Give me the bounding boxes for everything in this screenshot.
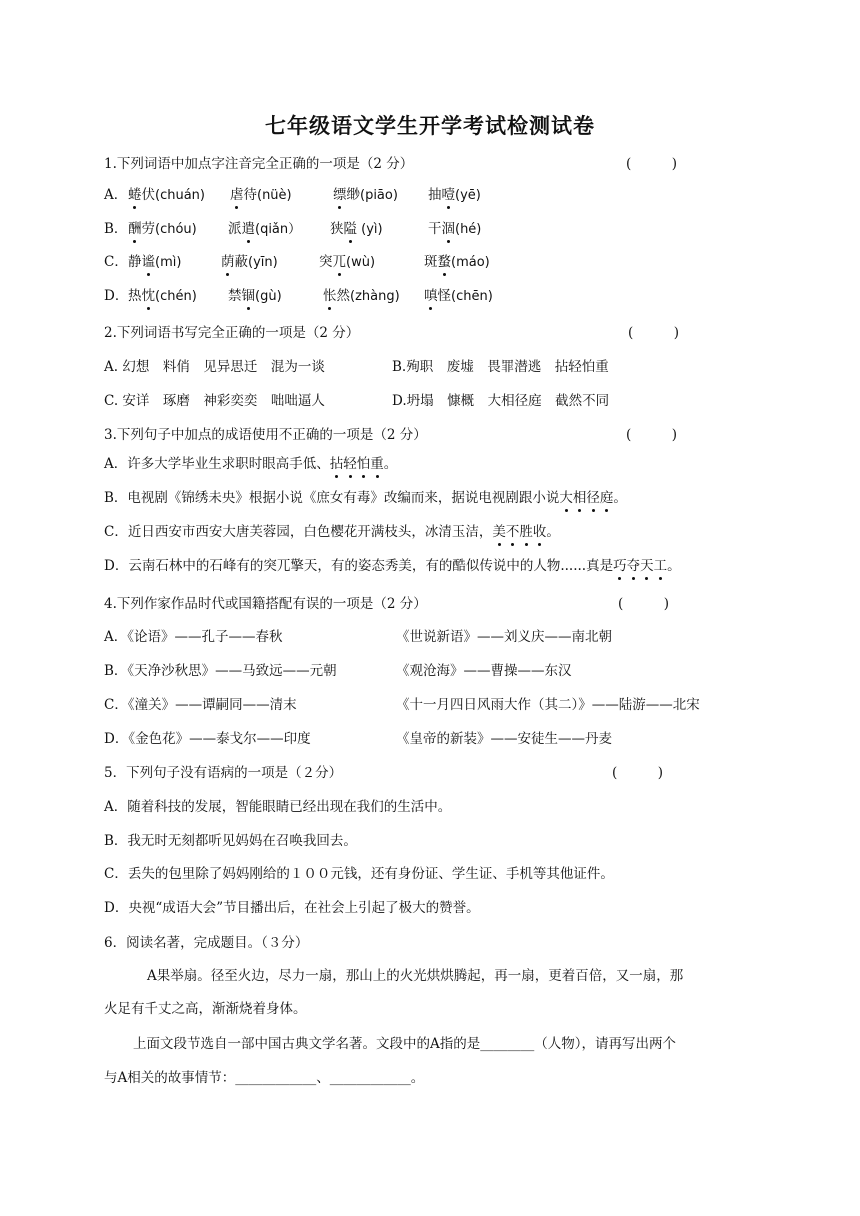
q2-option-c: C. 安详 琢磨 神彩奕奕 咄咄逼人 xyxy=(104,393,325,409)
q1-option-b-label: B． xyxy=(104,221,128,237)
q1-b-item-1: 酬劳(chóu) xyxy=(128,221,197,237)
q1-answer-blank: ( ) xyxy=(626,156,678,172)
q1-b-item-4: 干涸(hé) xyxy=(428,221,482,237)
q1-b-item-3: 狭隘 (yì) xyxy=(330,221,383,237)
q3-option-a: A．许多大学毕业生求职时眼高手低、拈轻怕重。 xyxy=(104,456,398,472)
q1-a-item-3: 缥缈(piāo) xyxy=(333,187,398,203)
q2-option-a: A. 幻想 料俏 见异思迁 混为一谈 xyxy=(104,359,325,375)
q4-option-b-left: B．《天净沙秋思》——马致远——元朝 xyxy=(104,663,337,679)
q6-passage-line-1: A果举扇。径至火边，尽力一扇，那山上的火光烘烘腾起，再一扇，更着百倍，又一扇，那 xyxy=(147,968,684,984)
q1-d-item-2: 禁锢(gù) xyxy=(228,288,282,304)
q1-a-item-2: 虐待(nüè) xyxy=(230,187,292,203)
q1-c-item-4: 斑蝥(máo) xyxy=(424,254,490,270)
q2-option-b: B.殉职 废墟 畏罪潜逃 拈轻怕重 xyxy=(392,359,609,375)
q3-b-dotted-idiom: 大相径庭 xyxy=(559,490,614,506)
q3-answer-blank: ( ) xyxy=(626,427,678,443)
q3-option-d: D．云南石林中的石峰有的突兀擎天，有的姿态秀美，有的酷似传说中的人物......真是巧夺天工。 xyxy=(104,558,681,574)
q2-option-d: D.坍塌 慷概 大相径庭 截然不同 xyxy=(392,393,610,409)
q3-d-dotted-idiom: 巧夺天工 xyxy=(613,558,668,574)
q4-option-d-left: D．《金色花》——泰戈尔——印度 xyxy=(104,731,311,747)
q3-option-b: B．电视剧《锦绣未央》根据小说《庶女有毒》改编而来，据说电视剧跟小说大相径庭。 xyxy=(104,490,627,506)
q5-stem: 5．下列句子没有语病的一项是（２分） xyxy=(104,765,343,781)
q1-d-item-4: 嗔怪(chēn) xyxy=(424,288,493,304)
q1-a-item-1: 蜷伏(chuán) xyxy=(128,187,205,203)
page-title: 七年级语文学生开学考试检测试卷 xyxy=(265,114,595,138)
q1-d-item-3: 怅然(zhàng) xyxy=(323,288,400,304)
q4-option-a-right: 《世说新语》——刘义庆——南北朝 xyxy=(396,629,612,645)
q1-option-c-label: C． xyxy=(104,254,128,270)
q6-question-line-1: 上面文段节选自一部中国古典文学名著。文段中的A指的是________（人物），请再写出两个 xyxy=(133,1036,676,1052)
q5-option-a: A．随着科技的发展，智能眼睛已经出现在我们的生活中。 xyxy=(104,799,452,815)
q2-answer-blank: ( ) xyxy=(628,325,680,341)
q6-stem: 6．阅读名著，完成题目。（３分） xyxy=(104,935,309,951)
q1-d-item-1: 热忱(chén) xyxy=(128,288,197,304)
q3-a-dotted-idiom: 拈轻怕重 xyxy=(329,456,384,472)
q3-c-dotted-idiom: 美不胜收 xyxy=(492,524,547,540)
q2-stem: 2.下列词语书写完全正确的一项是（2 分） xyxy=(104,325,360,341)
q1-a-item-4: 抽噎(yē) xyxy=(428,187,481,203)
q4-option-a-left: A．《论语》——孔子——春秋 xyxy=(104,629,283,645)
q5-option-d: D．央视“成语大会”节目播出后，在社会上引起了极大的赞誉。 xyxy=(104,900,480,916)
q3-option-c: C．近日西安市西安大唐芙蓉园，白色樱花开满枝头，冰清玉洁，美不胜收。 xyxy=(104,524,560,540)
q4-answer-blank: ( ) xyxy=(618,596,670,612)
q1-b-item-2: 派遣(qiǎn） xyxy=(228,221,302,237)
q6-question-line-2: 与A相关的故事情节：____________、____________。 xyxy=(104,1070,425,1086)
q5-option-c: C．丢失的包里除了妈妈刚给的１００元钱，还有身份证、学生证、手机等其他证件。 xyxy=(104,866,614,882)
q4-option-d-right: 《皇帝的新装》——安徒生——丹麦 xyxy=(396,731,612,747)
q1-stem: 1.下列词语中加点字注音完全正确的一项是（2 分） xyxy=(104,156,414,172)
q1-option-d-label: D． xyxy=(104,288,129,304)
q1-option-a-label: A． xyxy=(104,187,128,203)
q4-option-c-right: 《十一月四日风雨大作（其二）》——陆游——北宋 xyxy=(396,697,700,713)
q5-option-b: B．我无时无刻都听见妈妈在召唤我回去。 xyxy=(104,833,357,849)
q4-stem: 4.下列作家作品时代或国籍搭配有误的一项是（2 分） xyxy=(104,596,427,612)
q3-stem: 3.下列句子中加点的成语使用不正确的一项是（2 分） xyxy=(104,427,427,443)
q1-c-item-2: 荫蔽(yīn) xyxy=(221,254,278,270)
q1-c-item-1: 静谧(mì) xyxy=(128,254,182,270)
q4-option-c-left: C．《潼关》——谭嗣同——清末 xyxy=(104,697,297,713)
q4-option-b-right: 《观沧海》——曹操——东汉 xyxy=(396,663,572,679)
q5-answer-blank: ( ) xyxy=(612,765,664,781)
q6-passage-line-2: 火足有千丈之高，渐渐烧着身体。 xyxy=(104,1001,307,1017)
q1-c-item-3: 突兀(wù) xyxy=(319,254,376,270)
